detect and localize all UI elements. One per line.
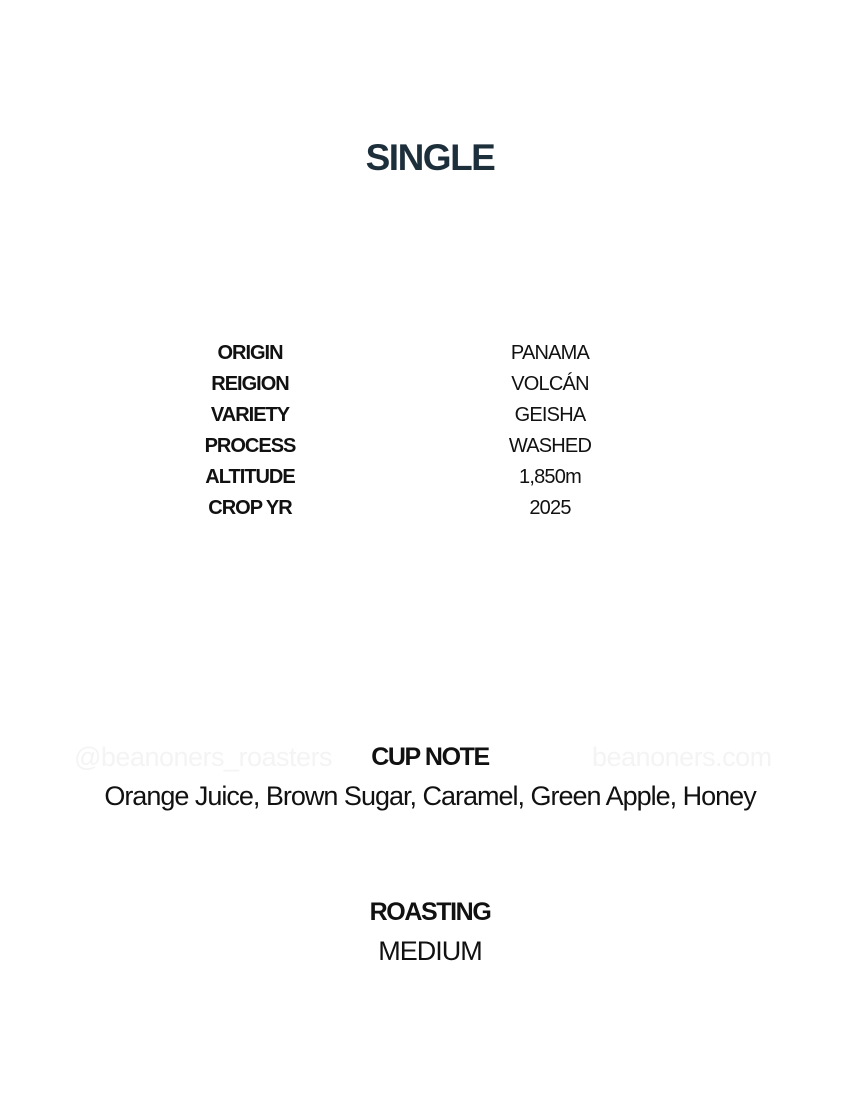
spec-value: VOLCÁN	[511, 373, 589, 395]
spec-label: REIGION	[211, 373, 289, 395]
page-title: SINGLE	[365, 137, 495, 178]
spec-value: 1,850m	[519, 466, 581, 488]
spec-row-altitude	[150, 462, 650, 493]
cup-note-label: CUP NOTE	[371, 743, 489, 771]
spec-row-crop-year	[150, 493, 650, 524]
roasting-label: ROASTING	[369, 898, 491, 926]
spec-row-variety	[150, 400, 650, 431]
spec-label: ALTITUDE	[205, 466, 295, 488]
spec-label: VARIETY	[210, 404, 290, 426]
spec-label: ORIGIN	[217, 342, 283, 364]
cup-note-value: Orange Juice, Brown Sugar, Caramel, Green Apple, Honey	[104, 781, 756, 811]
spec-row-origin	[150, 338, 650, 369]
spec-value: WASHED	[508, 435, 592, 457]
spec-row-region	[150, 369, 650, 400]
spec-value: GEISHA	[514, 404, 586, 426]
spec-label: PROCESS	[204, 435, 296, 457]
roasting-value: MEDIUM	[378, 936, 482, 966]
spec-row-process	[150, 431, 650, 462]
spec-label: CROP YR	[208, 497, 292, 519]
watermark-website: beanoners.com	[592, 742, 772, 772]
spec-value: 2025	[529, 497, 571, 519]
spec-table	[150, 338, 650, 524]
spec-value: PANAMA	[510, 342, 590, 364]
watermark-instagram: @beanoners_roasters	[74, 742, 333, 772]
